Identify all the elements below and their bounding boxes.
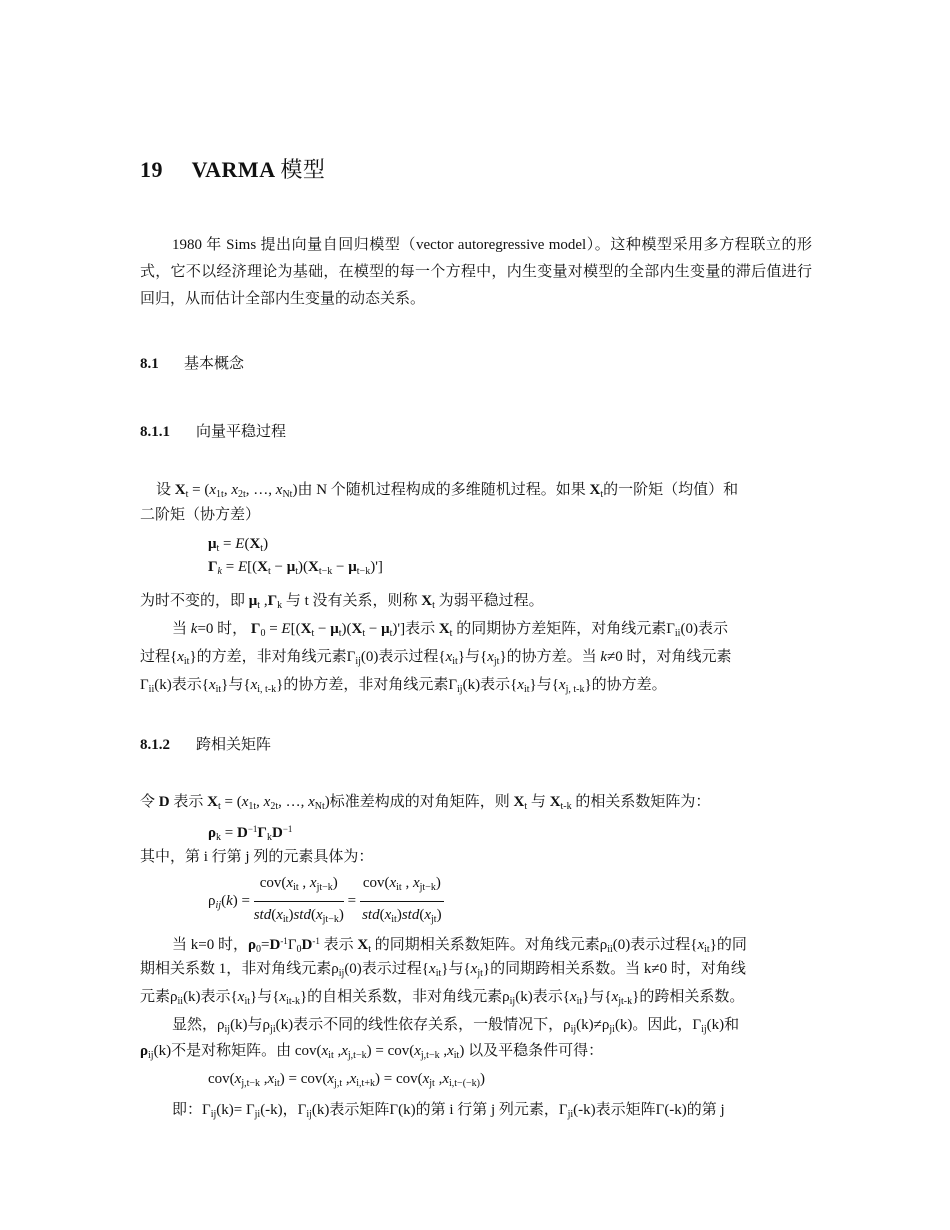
section-number: 8.1.2	[140, 737, 170, 753]
section-8-1-1-heading	[140, 420, 286, 441]
section-title: 基本概念	[184, 356, 245, 372]
equation-autocovariance: $\Gamma_k = E[(X_t - \mu_t)(X_{t-k} - \mu_{t-k})']$	[208, 559, 383, 577]
equation-rho: $\rho_k = D^{-1}\Gamma_kD^{-1}$	[208, 824, 293, 843]
equation-cov-symmetry: $cov(x_{j,t-k}$ $,x_{it}) = cov(x_{j,t}$ $,x_{i,t+k}) = cov(x_{jt}$ $,x_{i,t-(-k)}$)	[208, 1071, 485, 1089]
section-8-1-2-heading	[140, 733, 271, 754]
equation-mean: $\mu_t = E(X_t)$	[208, 536, 269, 554]
covariance-para-line-1: 当 k=0 时， $\Gamma_0 = E[(X_t - \mu_t)(X_t - \mu_t)']$表示 $X_t$ 的同期协方差矩阵，对角线元素$\Gamma_{ii}(0)$表示	[172, 621, 728, 639]
chapter-title-cjk: 模型	[280, 157, 326, 182]
chapter-title-latin: VARMA	[191, 157, 275, 182]
symmetry-para-line-1: 显然，$\rho_{ij}(k)$与$\rho_{ji}(k)$表示不同的线性依存关系，一般情况下，$\rho_{ij}(k)\ne\rho_{ji}(k)$。因此，$\Gamma_{ij}(k)$和	[172, 1017, 740, 1035]
symmetry-para-line-2: $\rho_{ij}(k)$不是对称矩阵。由 $cov(x_{it}$ $,x_{j,t-k}) = cov(x_{j,t-k}$ $,x_{it}$) 以及平稳条件可得：	[140, 1043, 604, 1061]
stationary-def-line-1: 设 $X_t = (x_{1t}$, $x_{2t}$, …, $x_{Nt}$)由 N 个随机过程构成的多维随机过程。如果 $X_t$的一阶矩（均值）和	[156, 482, 739, 500]
section-title: 向量平稳过程	[196, 424, 287, 440]
section-number: 8.1.1	[140, 424, 170, 440]
intro-paragraph: 1980 年 Sims 提出向量自回归模型（vector autoregressive model）。这种模型采用多方程联立的形式，它不以经济理论为基础，在模型的每一个方程中，内生变量对模型的全部内生变量的滞后值进行回归，从而估计全部内生变量的动态关系。	[140, 237, 812, 307]
correlation-para-line-3: 元素$\rho_{ii}(k)$表示$\{x_{it}\}$与$\{x_{it-k}\}$的自相关系数，非对角线元素$\rho_{ij}(k)$表示$\{x_{it}\}$与$\{x_{jt-k}\}$的跨相关系数。	[140, 989, 745, 1007]
section-8-1-heading	[140, 352, 244, 373]
chapter-title	[140, 153, 325, 184]
weak-stationarity-line: 为时不变的，即 $\mu_t$ $,\Gamma_k$ 与 t 没有关系，则称 $X_t$ 为弱平稳过程。	[140, 593, 544, 611]
covariance-para-line-2: 过程$\{x_{it}\}$的方差，非对角线元素$\Gamma_{ij}(0)$表示过程$\{x_{it}\}$与$\{x_{jt}\}$的协方差。当 k≠0 时，对角线元素	[140, 649, 732, 667]
section-number: 8.1	[140, 356, 159, 372]
element-intro-line: 其中，第 i 行第 j 列的元素具体为：	[140, 849, 374, 865]
chapter-number: 19	[140, 157, 163, 182]
correlation-para-line-2: 期相关系数 1，非对角线元素$\rho_{ij}(0)$表示过程$\{x_{it}\}$与$\{x_{jt}\}$的同期跨相关系数。当 k≠0 时，对角线	[140, 961, 746, 979]
section-title: 跨相关矩阵	[196, 737, 272, 753]
cross-corr-intro-line: 令 D 表示 $X_t = (x_{1t}$, $x_{2t}$, …, $x_{Nt}$)标准差构成的对角矩阵，则 $X_t$ 与 $X_{t-k}$ 的相关系数矩阵为：	[140, 794, 711, 812]
correlation-para-line-1: 当 k=0 时，$\rho_0=D^{-1}\Gamma_0D^{-1}$ 表示 $X_t$ 的同期相关系数矩阵。对角线元素$\rho_{ii}(0)$表示过程$\{x_{it}\}$的同	[172, 936, 747, 955]
covariance-para-line-3: $\Gamma_{ii}(k)$表示$\{x_{it}\}$与$\{x_{i, t-k}\}$的协方差，非对角线元素$\Gamma_{ij}(k)$表示$\{x_{it}\}$与$\{x_{j, t-k}\}$的协方差。	[140, 677, 667, 695]
equation-rho-element: $\rho_{ij}(k)$ = $\frac{cov(x_{it} , x_{jt-k})}{std(x_{it})std(x_{jt-k})}$ = $\frac{cov(x_{it} , x_{jt-k})}{std(x_{it})std(x_{jt})}$	[208, 872, 444, 931]
gamma-relation-line: 即：$\Gamma_{ij}(k)= \Gamma_{ji}(-k)$，$\Gamma_{ij}(k)$表示矩阵Γ(k)的第 i 行第 j 列元素，$\Gamma_{ji}(-k)$表示矩阵Γ(-k)的第 j	[172, 1102, 725, 1120]
stationary-def-line-2: 二阶矩（协方差）	[140, 507, 261, 523]
